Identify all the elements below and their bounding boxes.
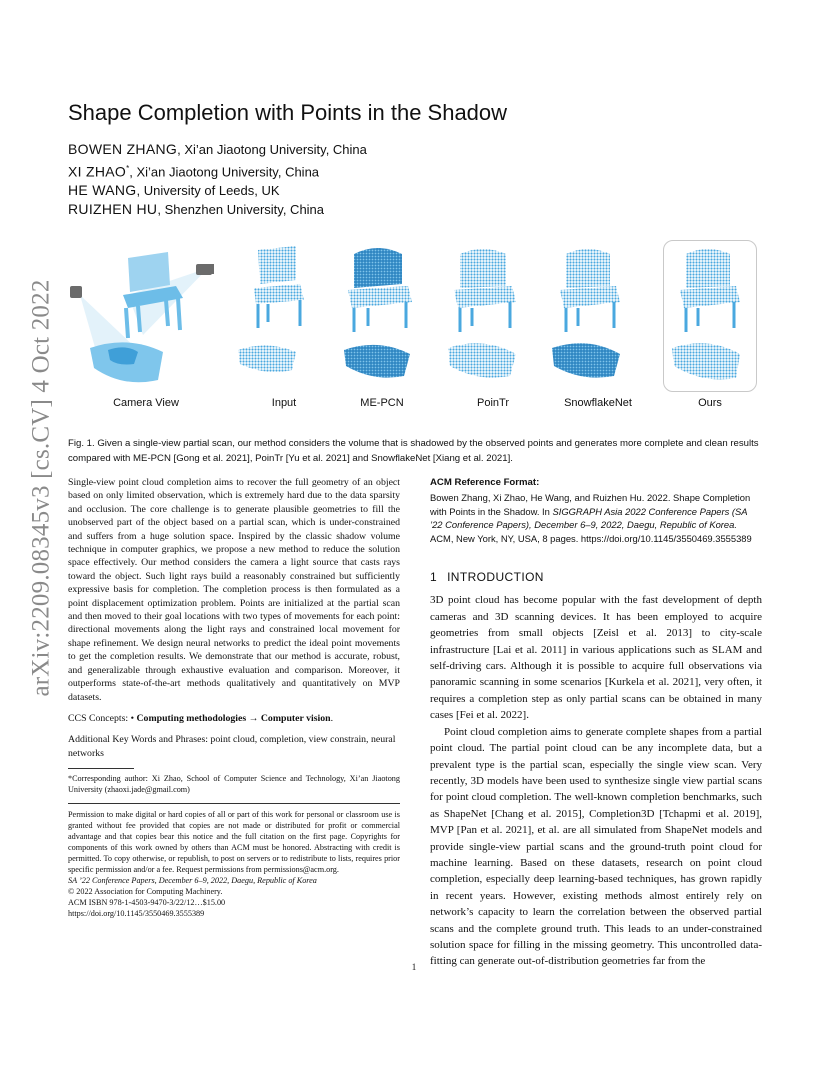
reference-text: Bowen Zhang, Xi Zhao, He Wang, and Ruizhen Hu. 2022. Shape Completion with Points in the Shadow. In: [430, 492, 751, 517]
footnote-rule: [68, 768, 134, 769]
corresponding-footnote: *Corresponding author: Xi Zhao, School of Computer Science and Technology, Xi’an Jiaotong University (zhaoxi.jade@gmail.com): [68, 774, 400, 795]
author-list: [68, 140, 367, 219]
section-number: 1: [430, 570, 438, 585]
section-title: INTRODUCTION: [447, 570, 544, 585]
teaser-figure: [68, 240, 758, 420]
author-name: XI ZHAO: [68, 163, 127, 180]
author-name: RUIZHEN HU: [68, 201, 158, 218]
author-2: [68, 159, 367, 181]
label-input: Input: [271, 397, 297, 409]
label-pointr: PoinTr: [477, 397, 509, 409]
conference-line: SA ’22 Conference Papers, December 6–9, 2022, Daegu, Republic of Korea: [68, 876, 317, 886]
pointr-scene: [448, 249, 516, 378]
camera-view-scene: [70, 252, 212, 382]
intro-paragraph-1: 3D point cloud has become popular with the fast development of depth cameras and 3D scanning devices. It has been employed to acquire geometries from small objects [Zeisl et al. 2013] to city-scale infrastructure [Lai et al. 2011] in various applications such as SLAM and self-driving cars. Although it is possible to acquire full observations via panoramic scanning in some scenarios [Kurkela et al. 2021], very often, it requires a completion step as only partial scans can be obtained in many cases [Fei et al. 2022].: [430, 594, 762, 722]
reference-venue: SIGGRAPH Asia 2022 Conference Papers (SA ’22 Conference Papers), December 6–9, 2022, Daegu, Republic of Korea.: [430, 505, 748, 531]
page-number: 1: [411, 962, 417, 972]
abstract: Single-view point cloud completion aims to recover the full geometry of an object based on only limited observation, which is extremely hard due to the data sparsity and occlusion. The core challenge is to generate plausible geometries to fill the unobserved part of the object based on a partial scan, which is under-constrained and suffers from a huge solution space. Inspired by the classic shadow volume technique in computer graphics, we propose a new method to reduce the solution space effectively. Our method considers the camera a light source that casts rays toward the object. Such light rays build a reasonably constrained but sufficiently expressive basis for completion. The completion process is then formulated as a point displacement optimization problem. Points are initialized at the partial scan and then moved to their goal locations with two types of movements for each point: directional movements along the light rays and constrained local movement for shape refinement. We design neural networks to predict the ideal point movements to get the completion results. We demonstrate that our method is accurate, robust, and generalizable through exhaustive evaluation and comparison. Moreover, it outperforms state-of-the-art methods qualitatively and quantitatively on MVP datasets.: [68, 477, 400, 703]
reference-format-heading: ACM Reference Format:: [430, 477, 540, 488]
arxiv-stamp: [22, 279, 62, 697]
label-camera-view: Camera View: [113, 397, 179, 409]
author-affiliation: , Xi’an Jiaotong University, China: [177, 142, 367, 157]
label-snowflakenet: SnowflakeNet: [564, 397, 632, 409]
arxiv-stamp-text: arXiv:2209.08345v3 [cs.CV] 4 Oct 2022: [28, 279, 56, 697]
label-me-pcn: ME-PCN: [360, 397, 404, 409]
author-affiliation: , Xi’an Jiaotong University, China: [129, 164, 320, 180]
author-1: [68, 140, 367, 159]
label-ours: Ours: [698, 397, 722, 409]
keywords: Additional Key Words and Phrases: point cloud, completion, view constrain, neural networks: [68, 734, 396, 759]
author-affiliation: , University of Leeds, UK: [136, 183, 280, 199]
corresponding-mark: *: [126, 164, 130, 173]
section-heading-introduction: [430, 571, 762, 584]
paper-title: Shape Completion with Points in the Shadow: [68, 100, 508, 125]
reference-text-end: ACM, New York, NY, USA, 8 pages. https://doi.org/10.1145/3550469.3555389: [430, 532, 752, 544]
author-affiliation: , Shenzhen University, China: [157, 202, 325, 218]
teaser-illustration: [68, 240, 758, 420]
ccs-concepts-text: Computing methodologies → Computer vision: [136, 712, 331, 724]
camera-icon: [70, 286, 82, 298]
isbn-line: ACM ISBN 978-1-4503-9470-3/22/12…$15.00: [68, 898, 226, 908]
doi-link[interactable]: https://doi.org/10.1145/3550469.3555389: [68, 909, 205, 919]
permission-notice: Permission to make digital or hard copies of all or part of this work for personal or classroom use is granted without fee provided that copies are not made or distributed for profit or commercial advantage and that copies bear this notice and the full citation on the first page. Copyrights for components of this work owned by others than ACM must be honored. Abstracting with credit is permitted. To copy otherwise, or republish, to post on servers or to redistribute to lists, requires prior specific permission and/or a fee. Request permissions from permissions@acm.org.: [68, 810, 400, 875]
intro-paragraph-2: Point cloud completion aims to generate complete shapes from a partial point cloud. The partial point cloud can be any incomplete data, but a prevalent type is the partial scan, especially the single view scan. Very recently, 3D models have been used to synthesize single view partial scans for point cloud completion. The well-known completion benchmarks, such as ShapeNet [Chang et al. 2015], Completion3D [Tchapmi et al. 2019], MVP [Pan et al. 2021], et al. are all simulated from ShapeNet models and provide single-view partial scans and the ground-truth point cloud for machine learning. Based on these datasets, research on point cloud completion, especially deep learning-based techniques, has grown rapidly in recent years. However, existing methods almost entirely rely on network’s capacity to learn the correlation between the observed partial scans and the complete ground truth. This leads to an under-constrained solution space for filling in the missing geometry. This uncontrolled data-fitting can generate out-of-distribution geometries far from the: [430, 725, 762, 968]
ccs-concepts: [68, 712, 400, 725]
figure-caption: Fig. 1. Given a single-view partial scan, our method considers the volume that is shadowed by the observed points and generates more complete and clean results compared with ME-PCN [Gong et al. 2021], PoinTr [Yu et al. 2021] and SnowflakeNet [Xiang et al. 2021].: [68, 438, 759, 464]
author-name: BOWEN ZHANG: [68, 141, 178, 157]
left-column: [68, 476, 400, 919]
ccs-label: CCS Concepts: •: [68, 712, 135, 724]
camera-icon: [204, 264, 214, 274]
author-4: [68, 200, 367, 219]
reference-format: [430, 491, 762, 545]
me-pcn-scene: [344, 248, 412, 378]
author-name: HE WANG: [68, 182, 137, 199]
permission-rule: [68, 803, 400, 804]
ccs-end: .: [330, 712, 334, 724]
copyright-line: © 2022 Association for Computing Machinery.: [68, 887, 223, 897]
input-scene: [204, 246, 304, 372]
publication-meta: [68, 875, 400, 919]
snowflakenet-scene: [552, 249, 620, 378]
right-column: [430, 476, 762, 970]
ours-highlight-box: [663, 240, 757, 392]
author-3: [68, 181, 367, 200]
